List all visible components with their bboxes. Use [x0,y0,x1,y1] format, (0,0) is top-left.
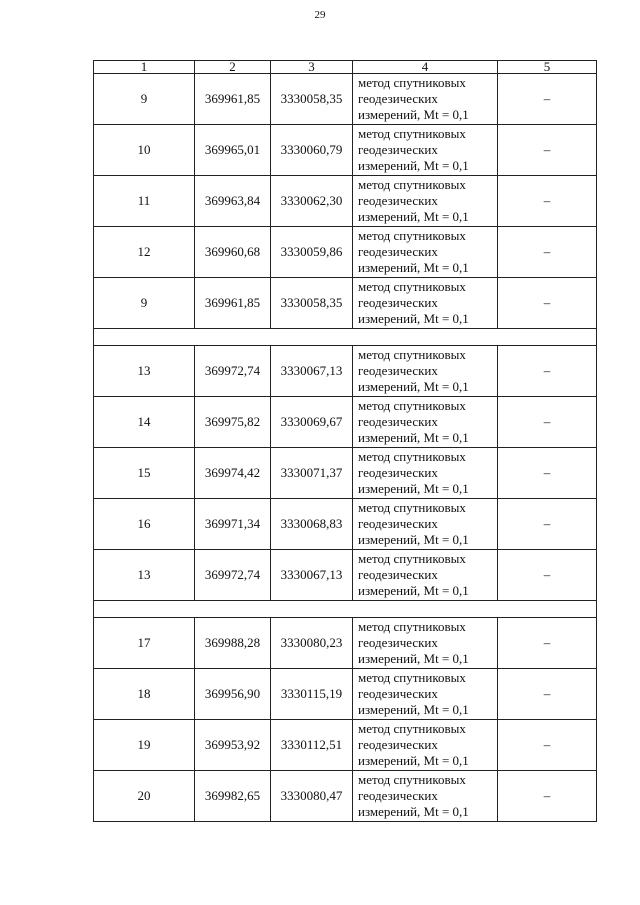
header-col-2: 2 [195,61,271,74]
y-coordinate-cell: 3330067,13 [271,346,353,397]
method-line-2: геодезических [358,788,438,803]
y-coordinate-cell: 3330115,19 [271,669,353,720]
x-coordinate-cell: 369972,74 [195,346,271,397]
table-row [94,227,597,278]
y-coordinate-cell: 3330067,13 [271,550,353,601]
method-cell [353,176,498,227]
y-coordinate-cell: 3330068,83 [271,499,353,550]
method-cell [353,448,498,499]
method-line-2: геодезических [358,567,438,582]
table-row [94,125,597,176]
method-cell [353,346,498,397]
y-coordinate-cell: 3330058,35 [271,278,353,329]
method-cell [353,499,498,550]
note-cell: – [498,74,597,125]
note-cell: – [498,227,597,278]
x-coordinate-cell: 369988,28 [195,618,271,669]
table-row [94,448,597,499]
table-row [94,397,597,448]
note-cell: – [498,397,597,448]
note-cell: – [498,499,597,550]
method-line-1: метод спутниковых [358,500,466,515]
note-cell: – [498,618,597,669]
point-number-cell: 13 [94,550,195,601]
method-line-1: метод спутниковых [358,347,466,362]
y-coordinate-cell: 3330062,30 [271,176,353,227]
table-row [94,499,597,550]
method-cell [353,720,498,771]
method-line-1: метод спутниковых [358,670,466,685]
method-line-2: геодезических [358,363,438,378]
x-coordinate-cell: 369953,92 [195,720,271,771]
method-line-3: измерений, Mt = 0,1 [358,804,469,819]
note-cell: – [498,278,597,329]
contour-separator-cell [94,329,597,346]
header-col-1: 1 [94,61,195,74]
point-number-cell: 18 [94,669,195,720]
y-coordinate-cell: 3330080,47 [271,771,353,822]
method-line-3: измерений, Mt = 0,1 [358,753,469,768]
table-header-row [94,61,597,74]
method-line-2: геодезических [358,91,438,106]
page-number: 29 [314,9,326,21]
y-coordinate-cell: 3330071,37 [271,448,353,499]
method-line-1: метод спутниковых [358,126,466,141]
method-line-3: измерений, Mt = 0,1 [358,311,469,326]
point-number-cell: 16 [94,499,195,550]
point-number-cell: 10 [94,125,195,176]
method-line-3: измерений, Mt = 0,1 [358,107,469,122]
method-line-3: измерений, Mt = 0,1 [358,158,469,173]
contour-separator-row [94,329,597,346]
point-number-cell: 17 [94,618,195,669]
point-number-cell: 9 [94,74,195,125]
method-line-1: метод спутниковых [358,279,466,294]
note-cell: – [498,176,597,227]
method-line-3: измерений, Mt = 0,1 [358,430,469,445]
point-number-cell: 11 [94,176,195,227]
method-line-2: геодезических [358,295,438,310]
table-row [94,618,597,669]
note-cell: – [498,720,597,771]
method-cell [353,397,498,448]
table-row [94,771,597,822]
method-line-2: геодезических [358,414,438,429]
note-cell: – [498,448,597,499]
table-row [94,550,597,601]
header-col-3: 3 [271,61,353,74]
x-coordinate-cell: 369956,90 [195,669,271,720]
table-row [94,278,597,329]
method-line-3: измерений, Mt = 0,1 [358,583,469,598]
method-line-1: метод спутниковых [358,75,466,90]
contour-separator-cell [94,601,597,618]
x-coordinate-cell: 369960,68 [195,227,271,278]
y-coordinate-cell: 3330069,67 [271,397,353,448]
method-line-2: геодезических [358,465,438,480]
method-line-2: геодезических [358,635,438,650]
method-cell [353,74,498,125]
method-line-3: измерений, Mt = 0,1 [358,379,469,394]
method-line-2: геодезических [358,244,438,259]
method-line-1: метод спутниковых [358,177,466,192]
point-number-cell: 13 [94,346,195,397]
method-line-2: геодезических [358,142,438,157]
y-coordinate-cell: 3330058,35 [271,74,353,125]
method-cell [353,278,498,329]
method-cell [353,125,498,176]
method-line-3: измерений, Mt = 0,1 [358,209,469,224]
method-line-2: геодезических [358,737,438,752]
x-coordinate-cell: 369974,42 [195,448,271,499]
method-line-2: геодезических [358,686,438,701]
header-col-4: 4 [353,61,498,74]
method-line-1: метод спутниковых [358,721,466,736]
x-coordinate-cell: 369971,34 [195,499,271,550]
point-number-cell: 19 [94,720,195,771]
x-coordinate-cell: 369961,85 [195,278,271,329]
note-cell: – [498,346,597,397]
method-line-1: метод спутниковых [358,551,466,566]
method-line-3: измерений, Mt = 0,1 [358,532,469,547]
header-col-5: 5 [498,61,597,74]
method-line-3: измерений, Mt = 0,1 [358,702,469,717]
table-row [94,176,597,227]
note-cell: – [498,550,597,601]
method-line-1: метод спутниковых [358,398,466,413]
note-cell: – [498,125,597,176]
point-number-cell: 14 [94,397,195,448]
method-cell [353,618,498,669]
x-coordinate-cell: 369963,84 [195,176,271,227]
note-cell: – [498,669,597,720]
method-line-1: метод спутниковых [358,619,466,634]
y-coordinate-cell: 3330060,79 [271,125,353,176]
method-line-2: геодезических [358,193,438,208]
x-coordinate-cell: 369965,01 [195,125,271,176]
method-line-1: метод спутниковых [358,772,466,787]
method-line-3: измерений, Mt = 0,1 [358,260,469,275]
method-line-2: геодезических [358,516,438,531]
method-cell [353,771,498,822]
coordinates-table [93,60,597,822]
x-coordinate-cell: 369972,74 [195,550,271,601]
point-number-cell: 20 [94,771,195,822]
table-row [94,74,597,125]
y-coordinate-cell: 3330112,51 [271,720,353,771]
x-coordinate-cell: 369961,85 [195,74,271,125]
point-number-cell: 15 [94,448,195,499]
method-cell [353,227,498,278]
table-row [94,346,597,397]
table-row [94,669,597,720]
x-coordinate-cell: 369982,65 [195,771,271,822]
method-cell [353,550,498,601]
y-coordinate-cell: 3330080,23 [271,618,353,669]
note-cell: – [498,771,597,822]
method-line-1: метод спутниковых [358,449,466,464]
x-coordinate-cell: 369975,82 [195,397,271,448]
point-number-cell: 12 [94,227,195,278]
y-coordinate-cell: 3330059,86 [271,227,353,278]
method-cell [353,669,498,720]
point-number-cell: 9 [94,278,195,329]
table-row [94,720,597,771]
contour-separator-row [94,601,597,618]
method-line-3: измерений, Mt = 0,1 [358,651,469,666]
method-line-1: метод спутниковых [358,228,466,243]
method-line-3: измерений, Mt = 0,1 [358,481,469,496]
